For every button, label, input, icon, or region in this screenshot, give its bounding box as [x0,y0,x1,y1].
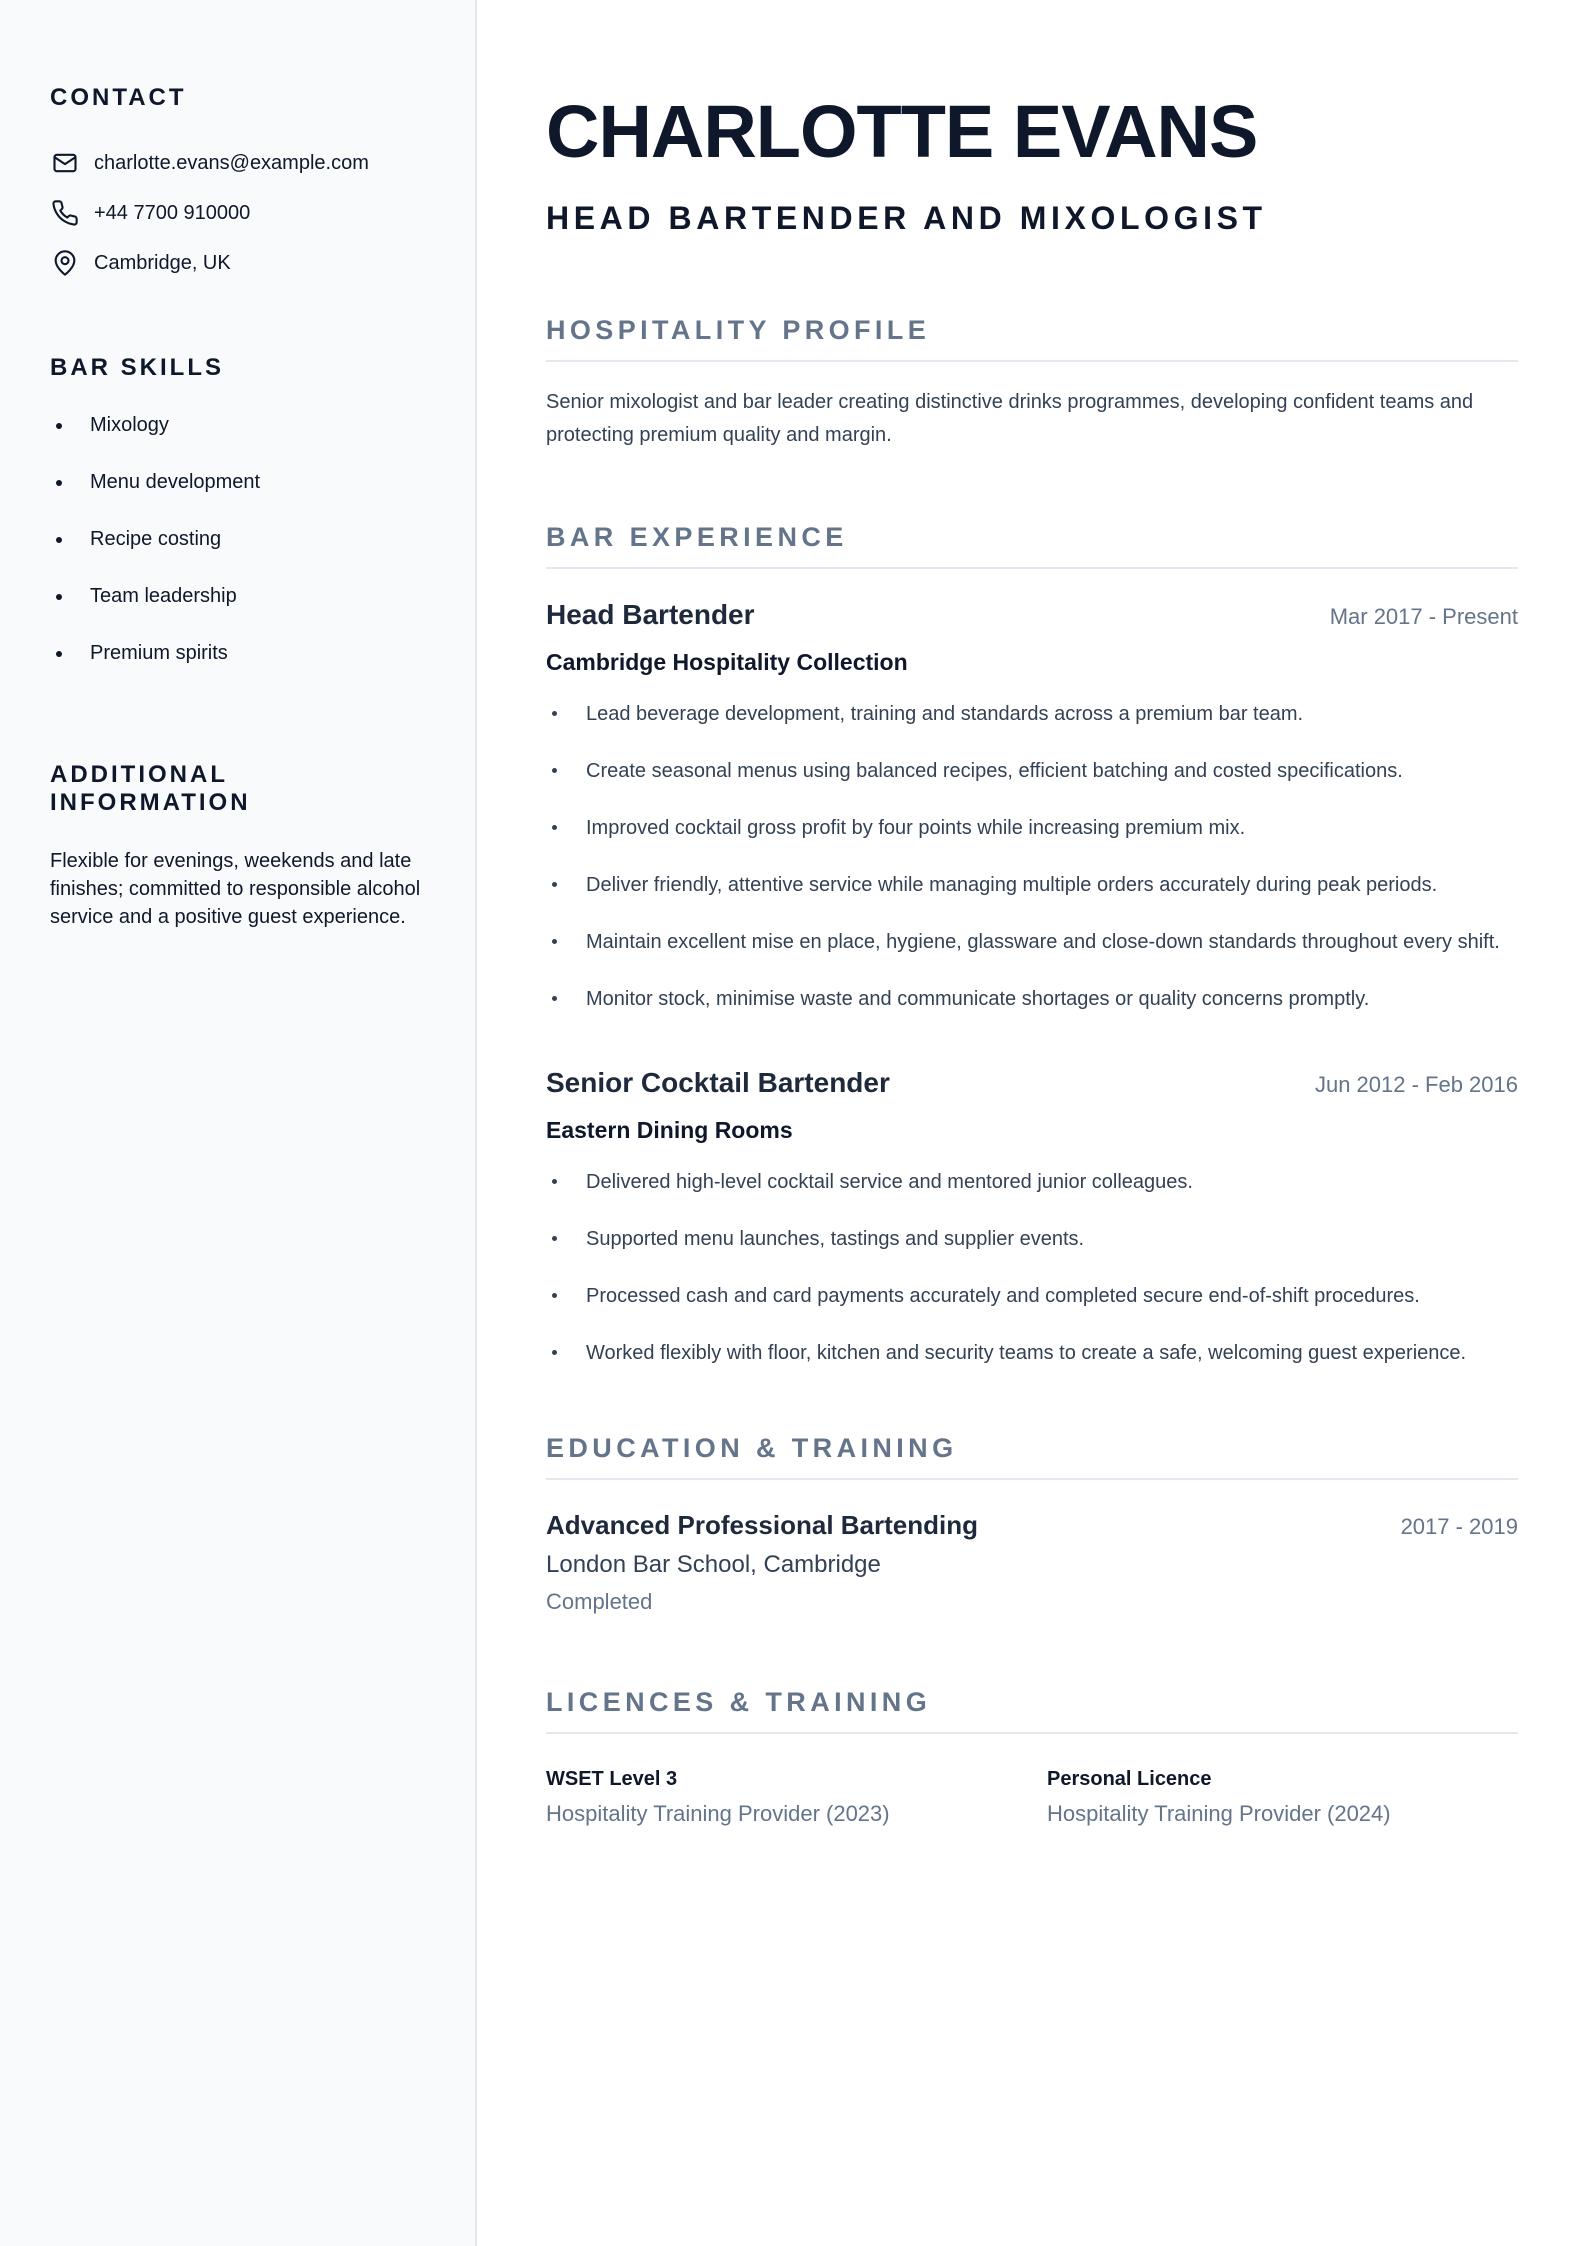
candidate-name: CHARLOTTE EVANS [546,90,1258,173]
profile-text: Senior mixologist and bar leader creating distinctive drinks programmes, developing confident teams and protecting premium quality and margin. [546,391,1474,446]
licence-name: WSET Level 3 [546,1768,678,1790]
job-dates: Jun 2012 - Feb 2016 [1314,1072,1518,1097]
education-dates: 2017 - 2019 [1400,1514,1518,1539]
additional-info-heading: ADDITIONAL INFORMATION [50,761,251,816]
job-bullet: Processed cash and card payments accurately and completed secure end-of-shift procedures. [546,1276,1518,1316]
licences-section [546,1687,1518,1827]
job-bullet: Worked flexibly with floor, kitchen and security teams to create a safe, welcoming guest experience. [546,1333,1518,1373]
phone-icon [50,198,80,228]
email-text[interactable]: charlotte.evans@example.com [94,151,369,174]
education-section [546,1433,1518,1615]
job-bullet: Improved cocktail gross profit by four points while increasing premium mix. [546,808,1518,848]
contact-heading: CONTACT [50,84,187,111]
job-dates: Mar 2017 - Present [1329,604,1518,629]
profile-title: HOSPITALITY PROFILE [546,315,1518,362]
contact-phone [50,188,425,238]
job-entry [546,599,1518,1019]
education-title: EDUCATION & TRAINING [546,1433,1518,1480]
job-bullet: Lead beverage development, training and standards across a premium bar team. [546,694,1518,734]
job-bullet: Monitor stock, minimise waste and communicate shortages or quality concerns promptly. [546,979,1518,1019]
education-course: Advanced Professional Bartending [546,1510,978,1540]
licence-item [546,1768,1017,1827]
skills-list [50,410,425,695]
candidate-role: HEAD BARTENDER AND MIXOLOGIST [546,200,1267,236]
sidebar [0,0,477,2246]
education-school: London Bar School, Cambridge [546,1551,881,1578]
skill-item: Premium spirits [50,638,425,695]
contact-location [50,238,425,288]
job-company: Eastern Dining Rooms [546,1117,793,1143]
job-bullet: Create seasonal menus using balanced recipes, efficient batching and costed specifications. [546,751,1518,791]
licences-grid [546,1768,1518,1827]
skill-item: Team leadership [50,581,425,638]
map-pin-icon [50,248,80,278]
main-content [477,0,1588,2246]
experience-title: BAR EXPERIENCE [546,522,1518,569]
education-entry [546,1510,1518,1615]
job-bullet: Supported menu launches, tastings and supplier events. [546,1219,1518,1259]
job-title: Head Bartender [546,599,755,630]
licence-item [1047,1768,1518,1827]
job-bullet: Deliver friendly, attentive service while managing multiple orders accurately during peak periods. [546,865,1518,905]
contact-list [50,138,425,288]
licences-title: LICENCES & TRAINING [546,1687,1518,1734]
contact-email [50,138,425,188]
additional-info-text: Flexible for evenings, weekends and late finishes; committed to responsible alcohol service and a positive guest experience. [50,850,421,928]
job-bullets [546,694,1518,1019]
mail-icon [50,148,80,178]
licence-provider: Hospitality Training Provider (2024) [1047,1801,1391,1826]
job-bullets [546,1162,1518,1373]
location-text: Cambridge, UK [94,251,231,274]
skill-item: Recipe costing [50,524,425,581]
job-bullet: Delivered high-level cocktail service and mentored junior colleagues. [546,1162,1518,1202]
education-status: Completed [546,1589,653,1614]
experience-section [546,522,1518,1373]
profile-section [546,315,1518,452]
job-entry [546,1067,1518,1373]
job-company: Cambridge Hospitality Collection [546,649,908,675]
skill-item: Mixology [50,410,425,467]
licence-name: Personal Licence [1047,1768,1212,1790]
phone-text[interactable]: +44 7700 910000 [94,201,251,224]
licence-provider: Hospitality Training Provider (2023) [546,1801,890,1826]
job-title: Senior Cocktail Bartender [546,1067,890,1098]
skills-heading: BAR SKILLS [50,354,224,381]
job-bullet: Maintain excellent mise en place, hygiene, glassware and close-down standards throughout every shift. [546,922,1518,962]
skill-item: Menu development [50,467,425,524]
